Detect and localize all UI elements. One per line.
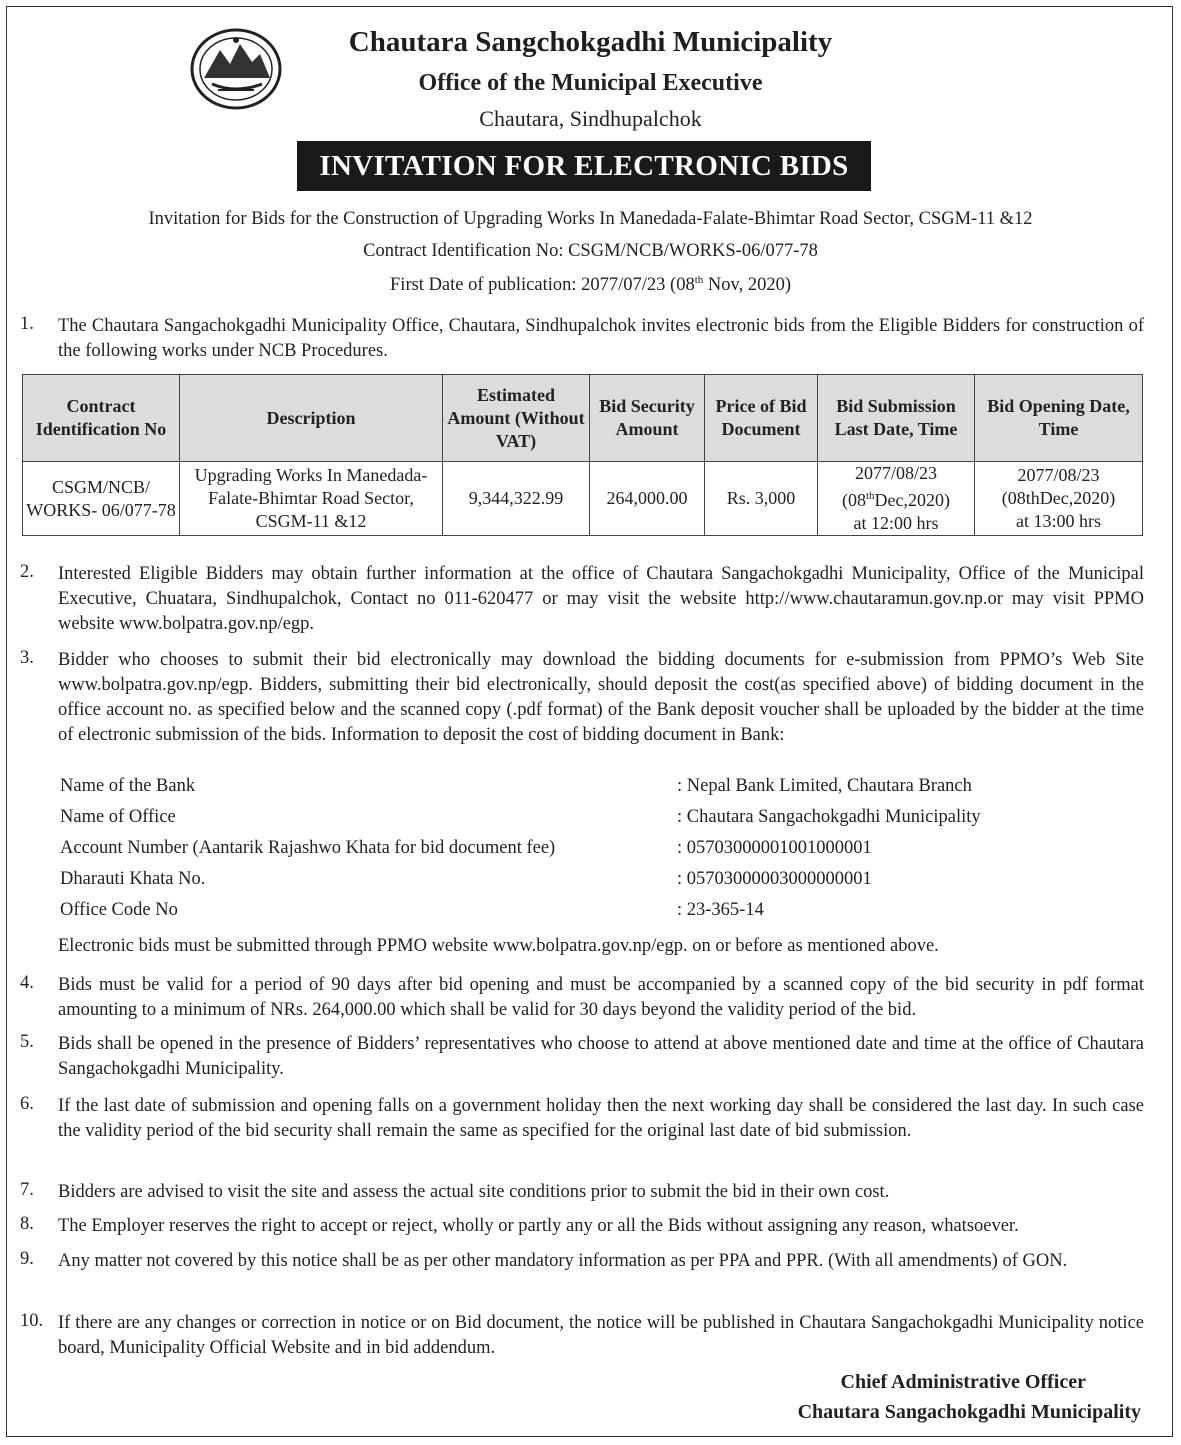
office-name: Office of the Municipal Executive [418,70,763,96]
office-name-label: Name of Office [60,807,176,827]
item-1-text: The Chautara Sangachokgadhi Municipality Office, Chautara, Sindhupalchok invites electronic bids from the Eligible Bidders for construction of the following works under NCB Procedures. [58,316,1144,361]
cell-estimated-amount: 9,344,322.99 [443,462,590,536]
item-number: 3. [20,648,34,668]
signatory-organization: Chautara Sangachokgadhi Municipality [797,1401,1141,1423]
office-code-label: Office Code No [60,900,178,920]
electronic-submission-note: Electronic bids must be submitted through PPMO website www.bolpatra.gov.np/egp. on or before as mentioned above. [58,936,939,956]
notice-title-banner: INVITATION FOR ELECTRONIC BIDS [297,141,871,191]
item-number: 4. [20,973,34,993]
header-opening-date: Bid Opening Date, Time [975,375,1143,462]
account-number-label: Account Number (Aantarik Rajashwo Khata for bid document fee) [60,838,556,858]
signatory-title: Chief Administrative Officer [840,1371,1086,1393]
item-number: 1. [20,314,34,334]
item-8-text: The Employer reserves the right to accept or reject, wholly or partly any or all the Bids without assigning any reason, whatsoever. [58,1216,1019,1236]
item-5-text: Bids shall be opened in the presence of Bidders’ representatives who choose to attend at above mentioned date and time at the office of Chautara Sangachokgadhi Municipality. [58,1034,1144,1079]
item-4-text: Bids must be valid for a period of 90 days after bid opening and must be accompanied by a scanned copy of the bid security in pdf format amounting to a minimum of NRs. 264,000.00 which shall be valid for 30 days beyond the validity period of the bid. [58,975,1144,1020]
account-number-value: : 05703000001001000001 [677,838,872,858]
cell-description: Upgrading Works In Manedada-Falate-Bhimtar Road Sector, CSGM-11 &12 [180,462,443,536]
dharauti-khata-label: Dharauti Khata No. [60,869,206,889]
cell-contract-id: CSGM/NCB/ WORKS- 06/077-78 [23,462,180,536]
header-contract-id: Contract Identification No [23,375,180,462]
header-estimated-amount: Estimated Amount (Without VAT) [443,375,590,462]
item-3-text: Bidder who chooses to submit their bid electronically may download the bidding documents for e-submission from PPMO’s Web Site www.bolpatra.gov.np/egp. Bidders, submitting their bid electronically, should deposit the cost(as specified above) of bidding document in the office account no. as specified below and the scanned copy (.pdf format) of the Bank deposit voucher shall be uploaded by the bidder at the time of electronic submission of the bids. Information to deposit the cost of bidding document in Bank: [58,650,1144,745]
contract-id-line: Contract Identification No: CSGM/NCB/WORKS-06/077-78 [363,241,818,261]
table-row [23,462,1143,536]
office-name-value: : Chautara Sangachokgadhi Municipality [677,807,981,827]
intro-line-1: Invitation for Bids for the Construction of Upgrading Works In Manedada-Falate-Bhimtar Road Sector, CSGM-11 &12 [148,209,1033,229]
bids-table [22,374,1143,536]
cell-submission-date: 2077/08/23 (08thDec,2020) at 12:00 hrs [818,462,975,536]
office-location: Chautara, Sindhupalchok [479,106,702,131]
publication-date-line: First Date of publication: 2077/07/23 (08th Nov, 2020) [390,274,791,296]
header-submission-date: Bid Submission Last Date, Time [818,375,975,462]
cell-bid-security: 264,000.00 [590,462,705,536]
item-7-text: Bidders are advised to visit the site and assess the actual site conditions prior to submit the bid in their own cost. [58,1182,890,1202]
table-header-row [23,375,1143,462]
dharauti-khata-value: : 05703000003000000001 [677,869,872,889]
municipality-name: Chautara Sangchokgadhi Municipality [348,26,833,58]
header-bid-document-price: Price of Bid Document [705,375,818,462]
header-description: Description [180,375,443,462]
item-9-text: Any matter not covered by this notice shall be as per other mandatory information as per PPA and PPR. (With all amendments) of GON. [58,1251,1068,1271]
office-code-value: : 23-365-14 [677,900,764,920]
cell-opening-date: 2077/08/23 (08thDec,2020) at 13:00 hrs [975,462,1143,536]
bank-name-value: : Nepal Bank Limited, Chautara Branch [677,776,972,796]
item-number: 8. [20,1214,34,1234]
item-number: 7. [20,1180,34,1200]
item-number: 2. [20,562,34,582]
item-number: 9. [20,1249,34,1269]
cell-bid-document-price: Rs. 3,000 [705,462,818,536]
item-2-text: Interested Eligible Bidders may obtain further information at the office of Chautara Sangachokgadhi Municipality, Office of the Municipal Executive, Chuatara, Sindhupalchok, Contact no 011-620477 or may visit the website http://www.chautaramun.gov.np.or may visit PPMO website www.bolpatra.gov.np/egp. [58,564,1144,634]
header-bid-security: Bid Security Amount [590,375,705,462]
item-10-text: If there are any changes or correction in notice or on Bid document, the notice will be published in Chautara Sangachokgadhi Municipality notice board, Municipality Official Website and in bid addendum. [58,1313,1144,1358]
item-number: 6. [20,1094,34,1114]
item-number: 10. [20,1311,44,1331]
item-6-text: If the last date of submission and opening falls on a government holiday then the next working day shall be considered the last day. In such case the validity period of the bid security shall remain the same as specified for the original last date of bid submission. [58,1096,1144,1141]
item-number: 5. [20,1032,34,1052]
bank-name-label: Name of the Bank [60,776,196,796]
